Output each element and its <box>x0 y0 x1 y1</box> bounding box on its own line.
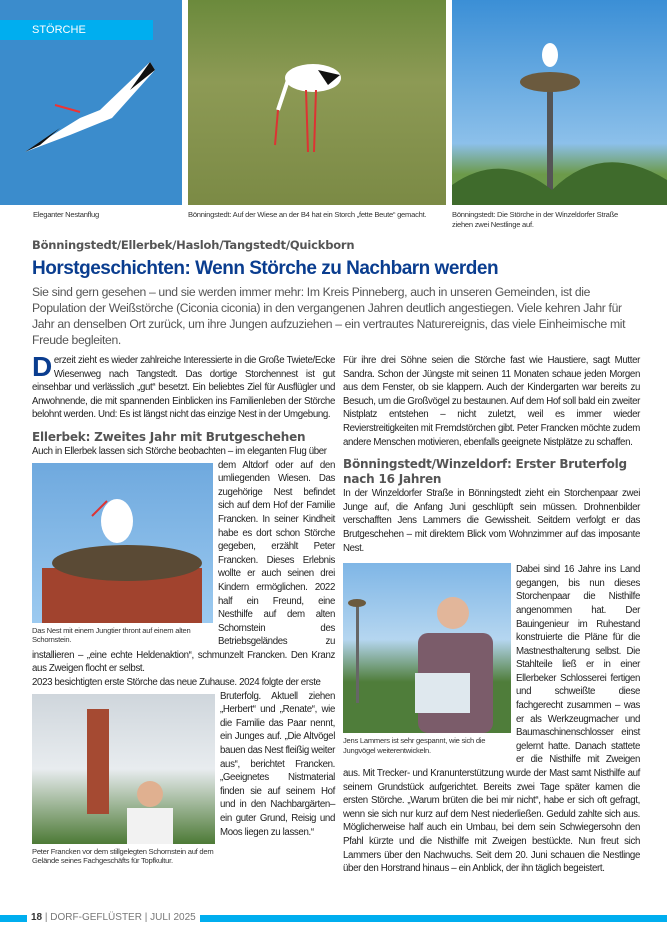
intro-paragraph <box>32 351 335 422</box>
figure-jens-lammers <box>343 563 511 755</box>
page-number: 18 <box>31 912 43 923</box>
footer-text: 18 | DORF-GEFLÜSTER | JULI 2025 <box>31 912 196 923</box>
intro-text: erzeit zieht es wieder zahlreiche Interessierte in die Große Twiete/Ecke Wiesenweg nach Tangstedt. Das dortige Storchennest ist gut einsehbar und verlässlich „gut“ besetzt. Ein beliebtes Ziel für Ausflügler und Anwohnende, die mit spannenden Einblicken ins Familienleben der Störche belohnt werden. Und: Es ist längst nicht das einzige Nest in der Umgebung. <box>32 355 335 421</box>
right-column <box>343 354 640 876</box>
person-chimney-icon <box>32 694 215 844</box>
photo-stork-nest-mast <box>452 0 667 205</box>
article-kicker: Bönningstedt/Ellerbek/Hasloh/Tangstedt/Quickborn <box>32 238 355 252</box>
article-title: Horstgeschichten: Wenn Störche zu Nachbarn werden <box>32 258 499 279</box>
photo-chimney-nest <box>32 463 213 623</box>
section-label: STÖRCHE <box>0 20 153 40</box>
left-column <box>32 351 335 876</box>
ellerbek-text-b: dem Altdorf oder auf den umliegenden Wiesen. Das zugehörige Nest befindet sich auf dem Hof der Familie Francken. In seiner Kindheit habe es dort schon Störche gegeben, erzählt Peter Francken. Dieses Erlebnis wollte er auch seinen drei Kindern ermöglichen. 2022 half ein Freund, eine Nesthilfe auf dem alten <box>218 459 335 621</box>
caption-photo6: Jens Lammers ist sehr gespannt, wie sich die Jungvögel weiterentwickeln. <box>343 736 486 755</box>
lammers-text-b: einst gelernt hatte. Danach stattete er die Nisthilfe mit Zweigen aus. Mit Trecker- und Kranunterstützung wurde der Mast samt Nisthilfe auf seinem Grundstück aufgerichtet. Bereits zwei Tage später kamen die ersten Störche. „Warum brüten die bei mir nicht“, habe er sich oft gefragt, wenn sie sich nur kurz auf dem Nest niederließen. Geduld zahlte sich aus. Möglicherweise half auch ein Umbau, bei dem sein Schwiegersohn den Pfahl kürzte und die Nisthilfe mit Zweigen bestückte. Nun freut sich Lammers über den Nachwuchs. Seit dem 20. Juni schauen die Nestlinge über den Horstrand hinaus – ein Anblick, der ihn täglich begeistert. <box>343 727 640 875</box>
footer <box>0 905 667 925</box>
article-columns <box>0 348 667 876</box>
drop-cap: D <box>32 351 52 382</box>
photo-jens-lammers <box>343 563 511 733</box>
nest-mast-icon <box>452 0 667 205</box>
caption-photo5: Peter Francken vor dem stillgelegten Schornstein auf dem Gelände seines Fachgeschäfts für Topfkultur. <box>32 846 214 866</box>
ellerbek-text-c: Schornstein des Betriebsgeländes zu installieren – „eine echte Heldenaktion“, schmunzelt Francken. Den Kranz aus Zweigen flocht er selbst. <box>32 622 335 675</box>
caption-photo4: Das Nest mit einem Jungtier thront auf einem alten Schornstein. <box>32 625 191 645</box>
ellerbek-text-a: Auch in Ellerbek lassen sich Störche beobachten – im eleganten Flug über <box>32 445 327 457</box>
caption-photo1: Eleganter Nestanflug <box>33 210 99 219</box>
photo-strip <box>0 0 667 205</box>
photo-peter-francken <box>32 694 215 844</box>
person-nest-icon <box>343 563 511 733</box>
issue-date: JULI 2025 <box>150 912 196 923</box>
footer-bar-left <box>0 915 27 922</box>
ellerbek-text-d: 2023 besichtigten erste Störche das neue Zuhause. 2024 folgte der erste <box>32 677 321 689</box>
caption-photo2: Bönningstedt: Auf der Wiese an der B4 hat ein Storch „fette Beute“ gemacht. <box>188 210 427 219</box>
article-lede: Sie sind gern gesehen – und sie werden immer mehr: Im Kreis Pinneberg, auch in unseren Gemeinden, ist die Population der Weißstörche (Ciconia ciconia) in den vergangenen Jahren deutlich angestiegen. Viele kehren Jahr für Jahr an denselben Ort zurück, um ihre Jungen aufzuziehen – ein vertrautes Naturereignis, das viele Einheimische mit Freude begleiten. <box>32 285 626 347</box>
sons-paragraph: Für ihre drei Söhne seien die Störche fast wie Haustiere, sagt Mutter Sandra. Schon der Jüngste mit seinen 11 Monaten schaue jeden Morgen aus dem Fenster, ob sie klappern. Auch der Kindergarten war bereits zu Besuch, um die Großvögel zu bestaunen. Auf dem Hof soll bald ein zweiter Nistplatz entstehen – nicht zuletzt, weil es immer wieder Revierstreitigkeiten mit Fremdstörchen gibt. Peter Francken möchte zudem andere Menschen motivieren, ebenfalls geeignete Nistplätze zu schaffen. <box>343 355 640 448</box>
chimney-nest-icon <box>32 463 213 623</box>
subheading-winzeldorf: Bönningstedt/Winzeldorf: Erster Bruterfolg nach 16 Jahren <box>343 457 627 487</box>
footer-bar-right <box>200 915 667 922</box>
article-header <box>0 234 667 348</box>
figure-peter-francken <box>32 694 215 866</box>
figure-chimney-nest <box>32 463 213 645</box>
lammers-text-a: Dabei sind 16 Jahre ins Land gegangen, bis nun dieses Storchenpaar die Nisthilfe angenommen hat. Der Bauingenieur im Ruhestand konstruierte die Pläne für die Mastnesthalterung selbst. Die Stahlteile ließ er in einer Ellerbeker Schlosserei fertigen und schweißte diese fachgerecht zusammen – was er als Werkzeugmacher und Baumaschinenschlosser <box>516 564 640 739</box>
winzeldorf-paragraph: In der Winzeldorfer Straße in Bönningstedt zieht ein Storchenpaar zwei Junge auf, die Anfang Juni geschlüpft sein müssen. Drohnenbilder verschafften Jens Lammers die Gewissheit. Seitdem verfolgt er das Brutgeschehen – mit direktem Blick vom Wohnzimmer auf das imposante Nest. <box>343 488 640 554</box>
subheading-ellerbek: Ellerbek: Zweites Jahr mit Brutgeschehen <box>32 429 306 444</box>
magazine-name: DORF-GEFLÜSTER <box>50 912 142 923</box>
photo-stork-meadow <box>188 0 446 205</box>
caption-row <box>0 210 667 234</box>
caption-photo3: Bönningstedt: Die Störche in der Winzeldorfer Straße ziehen zwei Nestlinge auf. <box>452 210 618 229</box>
ellerbek-text-e: Bruterfolg. Aktuell ziehen „Herbert“ und „Renate“, wie die Familie das Paar nennt, ein Junges auf. „Die Altvögel bauen das Nest fleißig weiter aus“, berichtet Francken. „Geeignetes Nistmaterial finden sie auf seinem Hof und in den Nachbargärten– ein guter Grund, Reisig und Moos liegen zu lassen.“ <box>220 690 335 838</box>
stork-meadow-icon <box>188 0 446 205</box>
